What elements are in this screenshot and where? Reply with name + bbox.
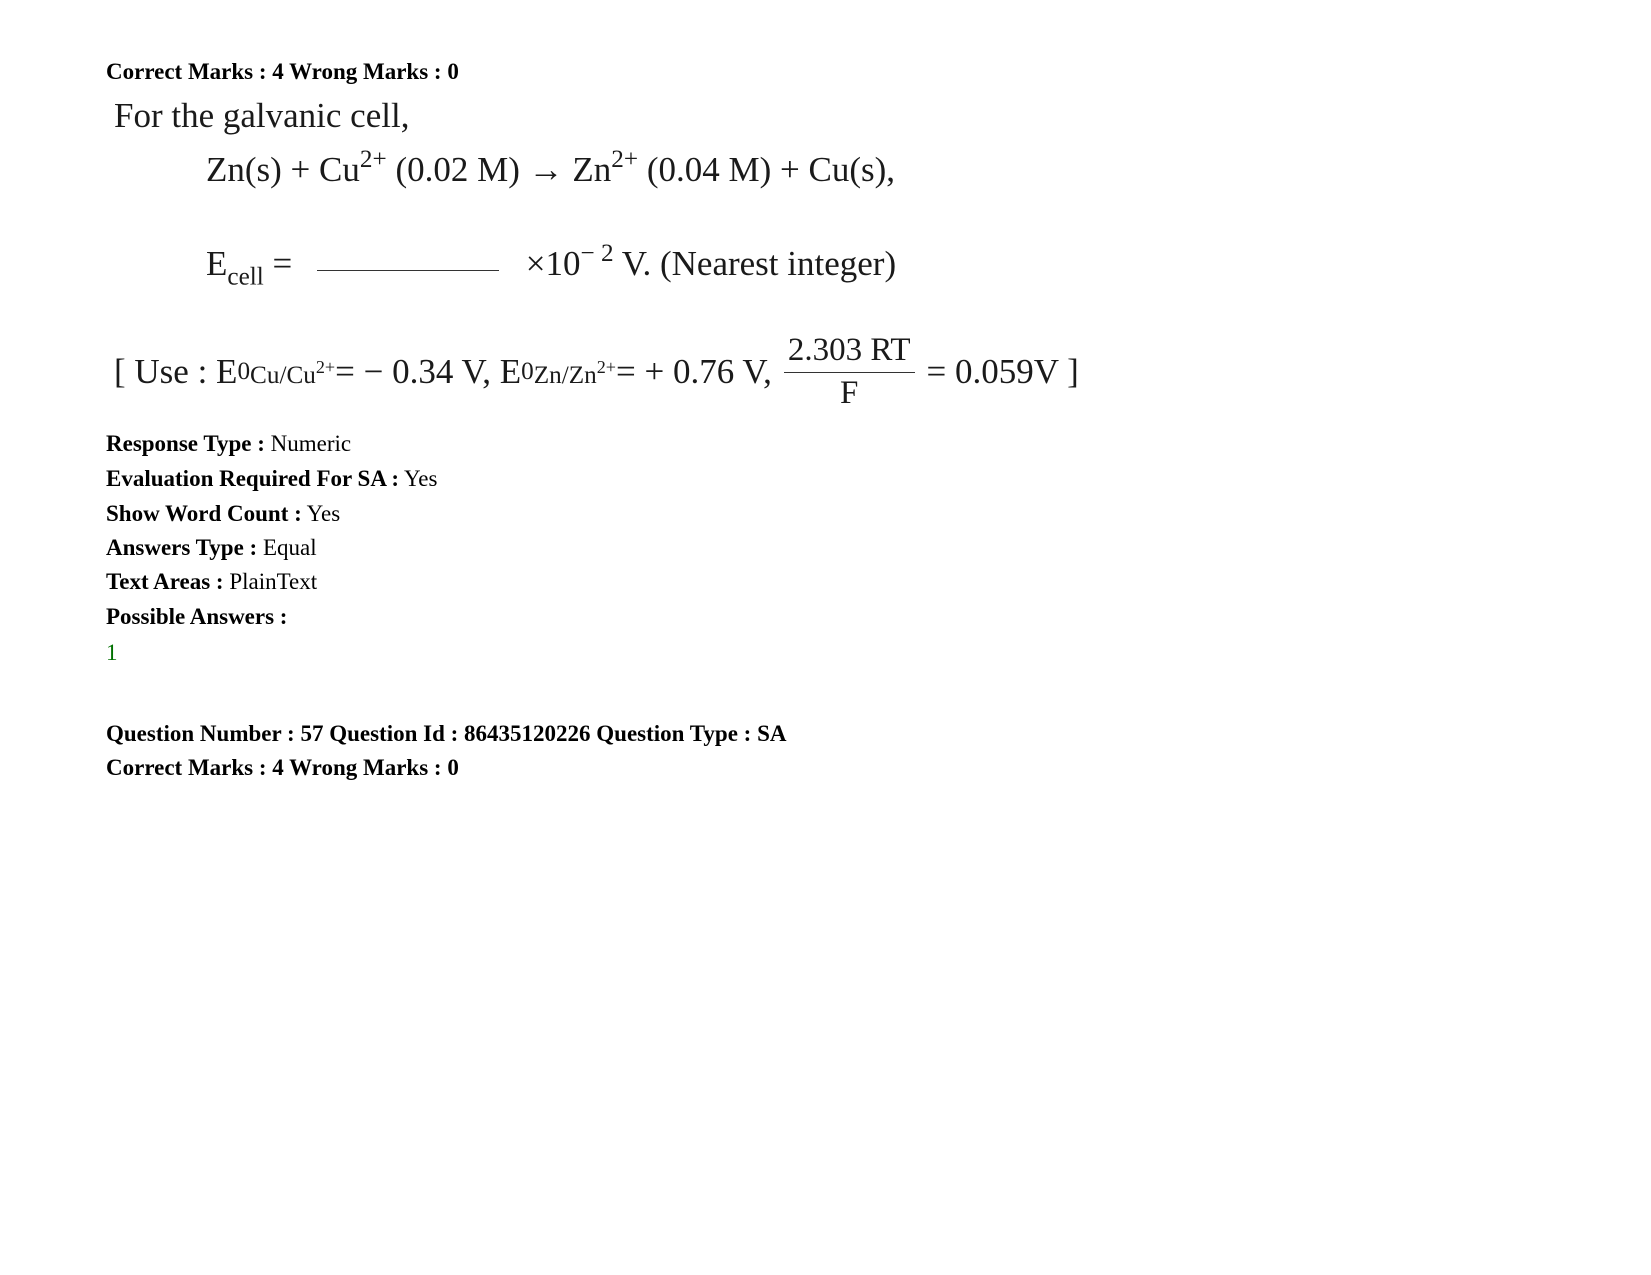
question-intro: For the galvanic cell, [114,96,410,135]
next-marks-header: Correct Marks : 4 Wrong Marks : 0 [106,755,459,780]
cell-reaction: $Zn(s) + Cu^{2+}$ (0.02 $M) \to Zn^{2+}$ (0.04 M) + Cu(s), [206,146,896,189]
field-answers-type: Answers Type : Equal [106,535,317,560]
next-question-header: Question Number : 57 Question Id : 86435120226 Question Type : SA [106,721,787,746]
possible-answer-value: 1 [106,640,118,665]
field-evaluation-required: Evaluation Required For SA : Yes [106,466,438,491]
rt-over-f-fraction: $\frac{2.303 RT}{F}$ [784,332,915,411]
given-data: [ Use : E 0 $Cu/Cu^{2+}$ = − 0.34 V, E 0 $Zn/Zn^{2+}$ = + 0.76 V, $\frac{2.303 RT}{F}$ = 0.059V ] [114,332,1079,411]
field-response-type: Response Type : Numeric [106,431,352,456]
ecell-expression: $E_{cell} = \times 10^{- 2}$ V. (Nearest integer) [206,240,897,291]
marks-header: Correct Marks : 4 Wrong Marks : 0 [106,59,459,84]
field-text-areas: Text Areas : PlainText [106,569,318,594]
field-show-word-count: Show Word Count : Yes [106,501,341,526]
answer-blank [317,270,499,271]
field-possible-answers: Possible Answers : [106,604,288,629]
